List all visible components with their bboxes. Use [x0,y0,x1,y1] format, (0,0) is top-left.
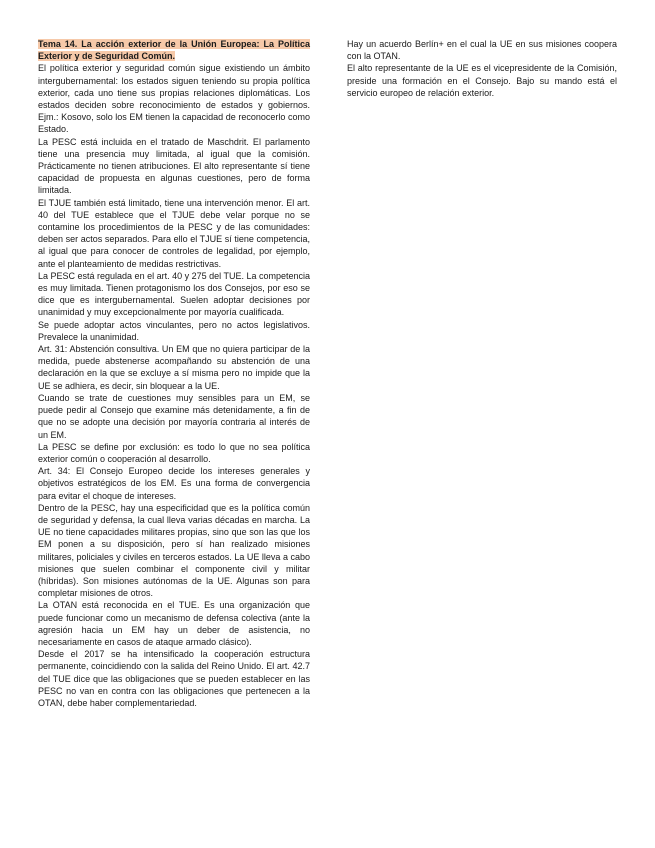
paragraph: Se puede adoptar actos vinculantes, pero no actos legislativos. Prevalece la unanimidad. [38,319,310,342]
paragraph: El alto representante de la UE es el vicepresidente de la Comisión, preside una formación en el Consejo. Bajo su mando está el servicio europeo de relación exterior. [347,63,617,98]
title-block [38,38,310,62]
paragraph: El TJUE también está limitado, tiene una intervención menor. El art. 40 del TUE establece que el TJUE debe velar porque no se contamine los procedimientos de la PESC y de las comunidades: deben ser actos separados. Para ello el TJUE sí tiene competencia, al igual que para conocer de controles de legalidad, por ejemplo, ante el planteamiento de medidas restrictivas. [38,197,310,269]
paragraph: Desde el 2017 se ha intensificado la cooperación estructura permanente, coincidiendo con la salida del Reino Unido. El art. 42.7 del TUE dice que las obligaciones que se pueden establecer en las PESC no van en contra con las obligaciones que pertenecen a la OTAN, debe haber complementariedad. [38,649,310,708]
left-column [38,38,310,709]
paragraph: Cuando se trate de cuestiones muy sensibles para un EM, se puede pedir al Consejo que examine más detenidamente, a fin de que no se adopte una decisión por mayoría contraria al interés de un EM. [38,392,310,440]
paragraph: La PESC está incluida en el tratado de Maschdrit. El parlamento tiene una presencia muy limitada, al igual que la comisión. Prácticamente no tienen atribuciones. El alto representante sí tiene capacidad de propuesta en algunas cuestiones, pero de forma limitada. [38,136,310,196]
paragraph: Dentro de la PESC, hay una especificidad que es la política común de seguridad y defensa, la cual lleva varias décadas en marcha. La UE no tiene capacidades militares propias, sino que son las que los EM ponen a su disposición, pero sí han realizado misiones militares, policiales y civiles en terceros estados. La UE lleva a cabo misiones que suelen combinar el componente civil y militar (híbridas). Son misiones autónomas de la UE. Algunas son para completar misiones de otros. [38,502,310,599]
paragraph: La PESC se define por exclusión: es todo lo que no sea política exterior común o cooperación al desarrollo. [38,441,310,464]
document-title: Tema 14. La acción exterior de la Unión Europea: La Política Exterior y de Seguridad Común. [38,39,310,62]
right-column [347,38,617,99]
paragraph: La PESC está regulada en el art. 40 y 275 del TUE. La competencia es muy limitada. Tienen protagonismo los dos Consejos, por eso se dice que es intergubernamental. Suelen adoptar decisiones por unanimidad y muy excepcionalmente por mayoría cualificada. [38,270,310,318]
paragraph: Hay un acuerdo Berlín+ en el cual la UE en sus misiones coopera con la OTAN. [347,39,617,62]
paragraph: Art. 34: El Consejo Europeo decide los intereses generales y objetivos estratégicos de los EM. Es una forma de convergencia para evitar el choque de intereses. [38,466,310,501]
paragraph: El política exterior y seguridad común sigue existiendo un ámbito intergubernamental: los estados siguen teniendo su propia política exterior, cada uno tiene sus propias relaciones diplomáticas. Los estados deciden sobre reconocimiento de estados y gobiernos. Ejm.: Kosovo, solo los EM tienen la capacidad de reconocerlo como Estado. [38,63,310,135]
paragraph: Art. 31: Abstención consultiva. Un EM que no quiera participar de la medida, puede abstenerse acompañando su abstención de una declaración en la que se excluye a sí misma pero no impide que la UE se adhiera, es decir, sin bloquear a la UE. [38,344,310,391]
paragraph: La OTAN está reconocida en el TUE. Es una organización que puede funcionar como un mecanismo de defensa colectiva (ante la agresión hacia un EM hay un deber de asistencia, no necesariamente en casos de ataque armado clásico). [38,600,310,647]
